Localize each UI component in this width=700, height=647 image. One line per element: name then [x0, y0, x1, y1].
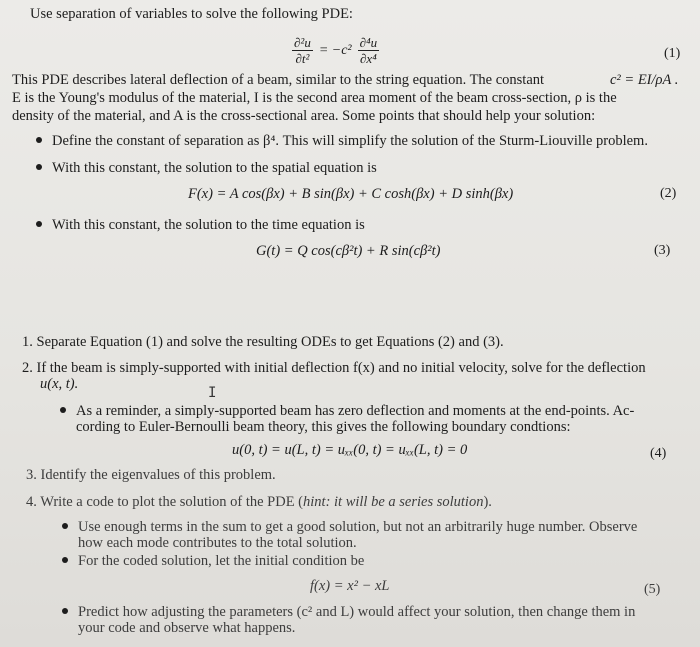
task-3: 3. Identify the eigenvalues of this problem. — [26, 467, 276, 483]
bullet-icon — [62, 523, 68, 529]
description-line-1a: This PDE describes lateral deflection of a beam, similar to the string equation. The constant — [12, 72, 545, 88]
task-4-bullet-3b: your code and observe what happens. — [78, 620, 296, 636]
eq1-lhs-fraction: $\frac{\text{∂²u}}{\text{∂t²}}$ — [294, 35, 311, 66]
eq2-number: (2) — [660, 186, 677, 201]
point-2: With this constant, the solution to the spatial equation is — [36, 160, 377, 177]
bullet-icon — [62, 557, 68, 563]
task-2-line-a: 2. If the beam is simply-supported with initial deflection f(x) and no initial velocity, solve for the deflection — [22, 360, 646, 376]
point-1: Define the constant of separation as β⁴. This will simplify the solution of the Sturm-Liouville problem. — [36, 133, 648, 150]
equation-3: G(t) = Q cos(cβ²t) + R sin(cβ²t) — [256, 243, 441, 259]
eq4-number: (4) — [650, 446, 667, 461]
task-4-bullet-3a: Predict how adjusting the parameters (c² and L) would affect your solution, then change them in — [62, 604, 635, 621]
description-line-2: E is the Young's modulus of the material, I is the second area moment of the beam cross-section, ρ is the — [12, 90, 617, 106]
eq1-number: (1) — [664, 46, 681, 61]
text-cursor-icon: I — [208, 385, 217, 401]
task-4: 4. Write a code to plot the solution of the PDE (hint: it will be a series solution). — [26, 494, 492, 510]
intro-text: Use separation of variables to solve the following PDE: — [30, 6, 353, 22]
task-2-note-a: As a reminder, a simply-supported beam has zero deflection and moments at the end-points. Ac- — [60, 403, 634, 420]
equation-2: F(x) = A cos(βx) + B sin(βx) + C cosh(βx) + D sinh(βx) — [188, 186, 514, 202]
description-line-3: density of the material, and A is the cross-sectional area. Some points that should help your solution: — [12, 108, 596, 124]
bullet-icon — [36, 164, 42, 170]
eq1-rhs-fraction: $\frac{\text{∂⁴u}}{\text{∂x⁴}}$ — [359, 35, 378, 66]
bullet-icon — [62, 608, 68, 614]
task-4-bullet-1b: how each mode contributes to the total solution. — [78, 535, 357, 551]
task-1: 1. Separate Equation (1) and solve the resulting ODEs to get Equations (2) and (3). — [22, 334, 504, 350]
equation-1 — [292, 36, 379, 65]
task-4-bullet-1a: Use enough terms in the sum to get a good solution, but not an arbitrarily huge number. Observe — [62, 519, 637, 536]
task-4-hint: hint: it will be a series solution — [303, 494, 484, 510]
point-3: With this constant, the solution to the time equation is — [36, 217, 365, 234]
equation-5: f(x) = x² − xL — [310, 578, 390, 594]
eq3-number: (3) — [654, 243, 671, 258]
description-line-1b: c² = EI/ρA . — [610, 72, 679, 88]
task-4-bullet-2: For the coded solution, let the initial condition be — [62, 553, 364, 570]
bullet-icon — [36, 137, 42, 143]
eq5-number: (5) — [644, 582, 661, 597]
task-2-line-b: u(x, t). — [40, 376, 79, 392]
bullet-icon — [60, 407, 66, 413]
equation-4: u(0, t) = u(L, t) = uₓₓ(0, t) = uₓₓ(L, t) = 0 — [232, 442, 468, 458]
eq1-equals: = −c² — [318, 42, 352, 58]
bullet-icon — [36, 221, 42, 227]
task-2-note-b: cording to Euler-Bernoulli beam theory, this gives the following boundary condtions: — [76, 419, 571, 435]
